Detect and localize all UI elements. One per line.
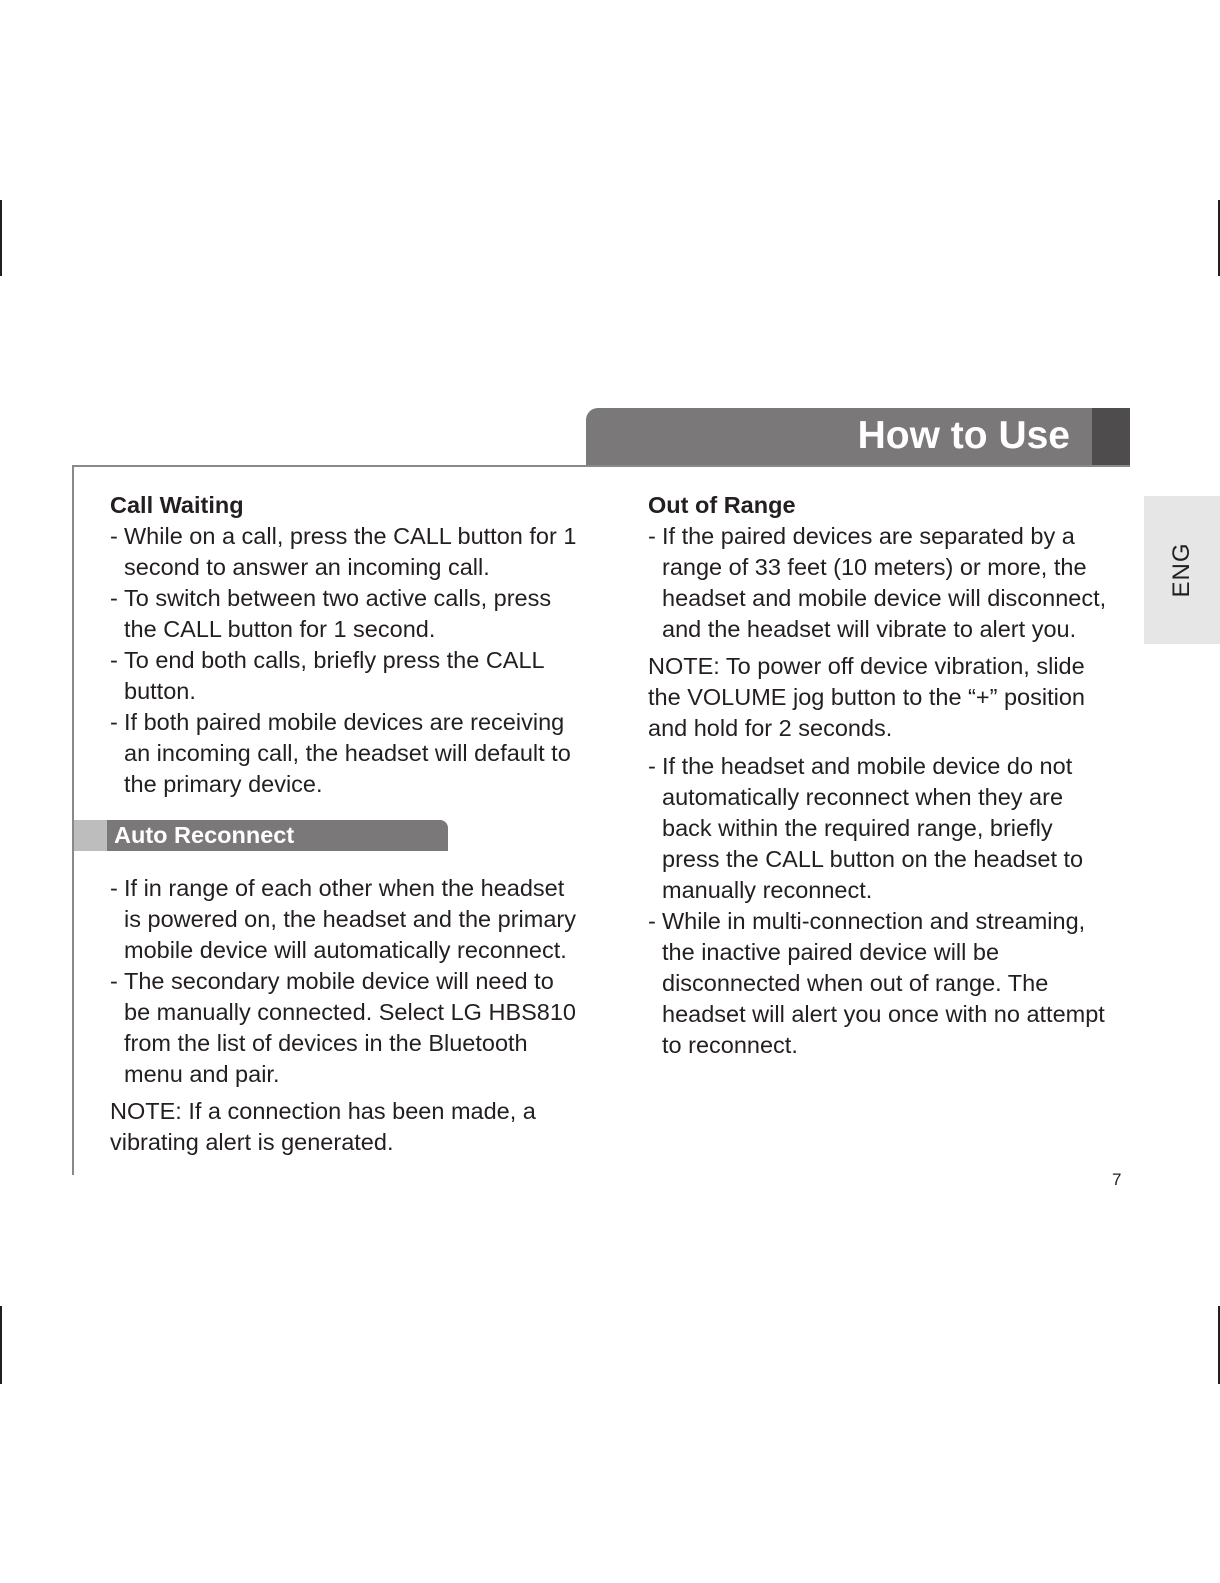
out-of-range-list [648,521,1108,645]
list-item: - If both paired mobile devices are receiving an incoming call, the headset will default to the primary device. [110,707,580,800]
language-tab-label: ENG [1168,542,1195,598]
list-item: - While on a call, press the CALL button for 1 second to answer an incoming call. [110,521,580,583]
auto-reconnect-list [110,873,580,1090]
section-header-bar [586,408,1092,466]
crop-mark [0,1306,2,1384]
out-of-range-note: NOTE: To power off device vibration, slide the VOLUME jog button to the “+” position and hold for 2 seconds. [648,653,1085,741]
auto-reconnect-header-bar [74,820,448,851]
page-title: How to Use [857,414,1070,457]
auto-reconnect-heading: Auto Reconnect [114,822,295,848]
call-waiting-heading: Call Waiting [110,492,244,518]
list-item: - If the paired devices are separated by a range of 33 feet (10 meters) or more, the headset and mobile device will disconnect, and the headset will vibrate to alert you. [648,521,1108,645]
left-column [110,490,580,1158]
right-column [648,490,1108,1061]
list-item: - If in range of each other when the headset is powered on, the headset and the primary mobile device will automatically reconnect. [110,873,580,966]
out-of-range-heading: Out of Range [648,492,796,518]
list-item: - If the headset and mobile device do not automatically reconnect when they are back within the required range, briefly press the CALL button on the headset to manually reconnect. [648,751,1108,906]
call-waiting-list [110,521,580,800]
crop-mark [0,200,2,276]
page-number: 7 [1112,1170,1122,1189]
list-item: - While in multi-connection and streaming, the inactive paired device will be disconnected when out of range. The headset will alert you once with no attempt to reconnect. [648,906,1108,1061]
list-item: - To end both calls, briefly press the CALL button. [110,645,580,707]
list-item: - The secondary mobile device will need to be manually connected. Select LG HBS810 from the list of devices in the Bluetooth menu and pair. [110,966,580,1090]
list-item: - To switch between two active calls, press the CALL button for 1 second. [110,583,580,645]
auto-reconnect-note: NOTE: If a connection has been made, a vibrating alert is generated. [110,1098,536,1155]
language-tab [1144,496,1220,644]
section-bar-accent [74,820,107,851]
out-of-range-list-continued [648,751,1108,1061]
header-tab-accent [1092,408,1130,466]
frame-top-line [72,465,1130,467]
